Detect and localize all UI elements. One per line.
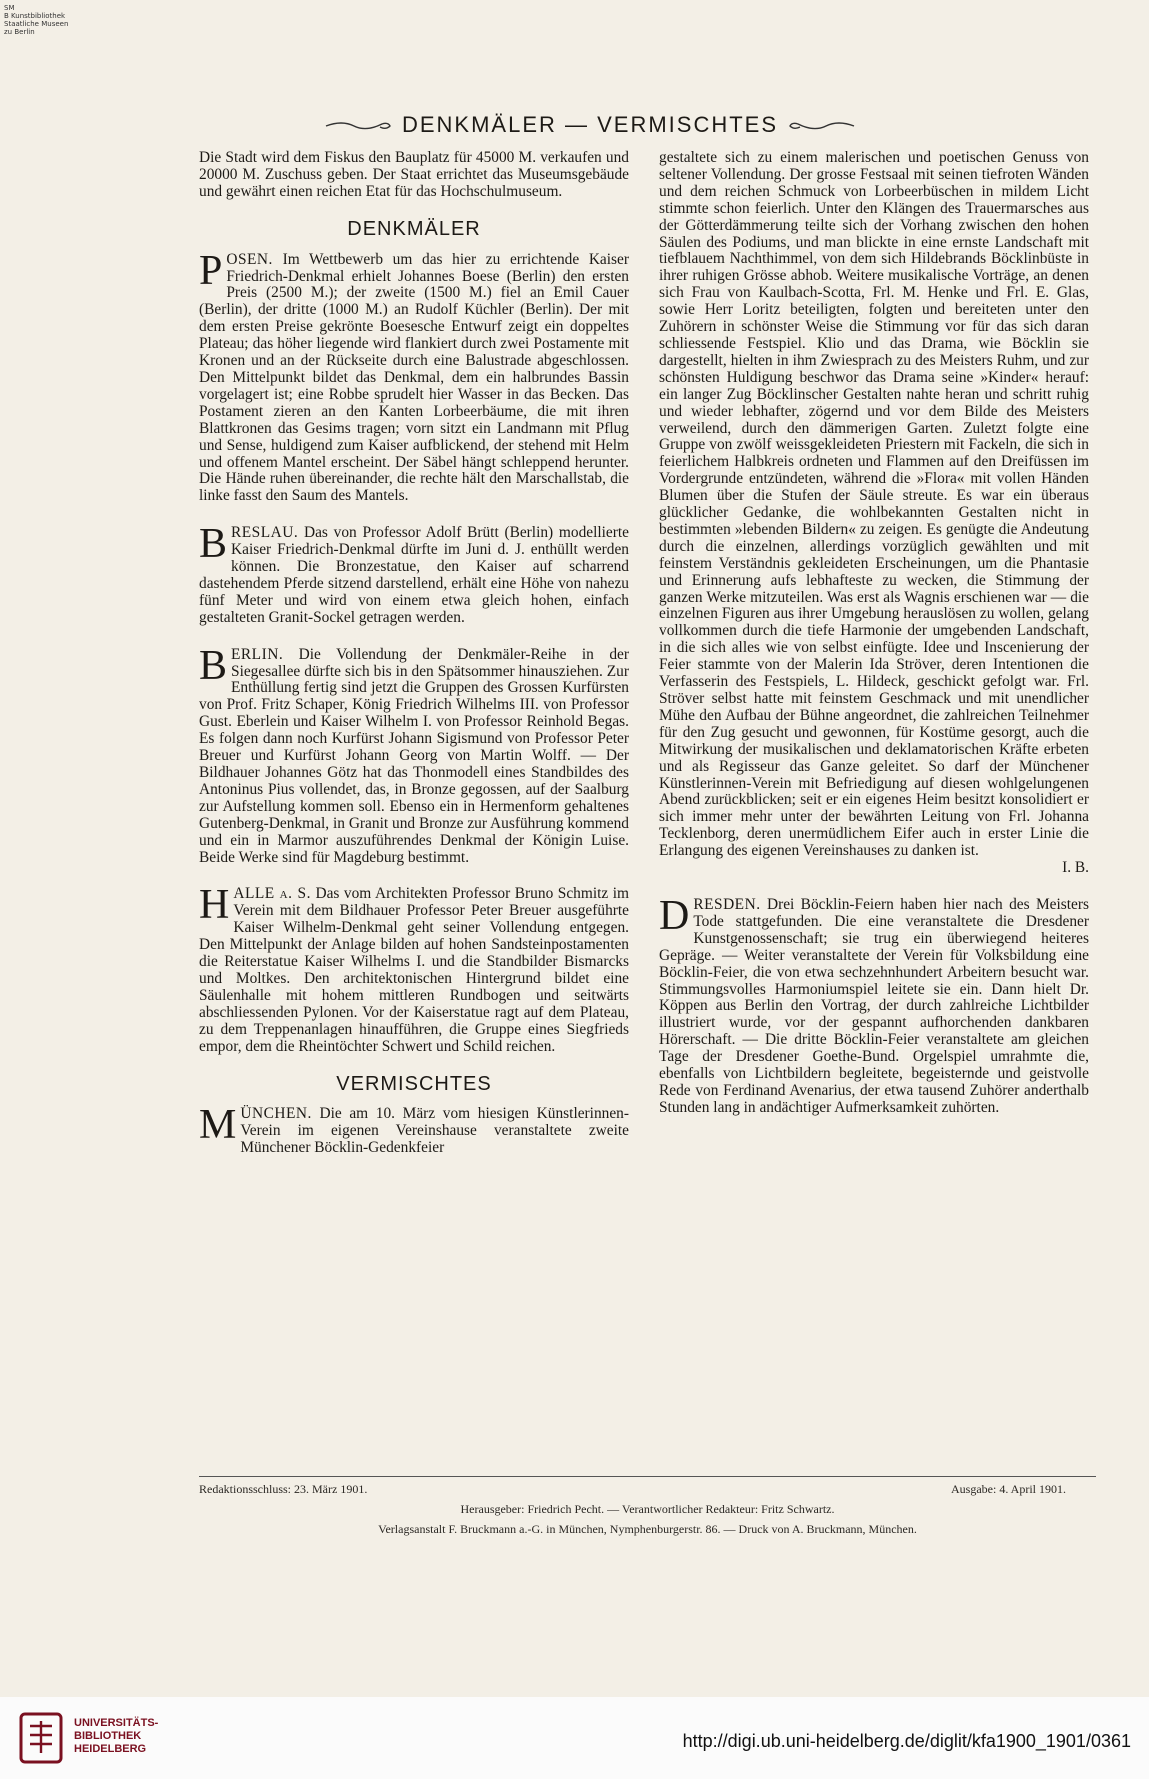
- muenchen-text: Die am 10. März vom hiesigen Künstlerinnen-Verein im eigenen Vereinshause veranstaltete zweite Münchener Böcklin-Gedenkfeier: [240, 1105, 629, 1157]
- section-title-vermischtes: VERMISCHTES: [336, 1072, 492, 1095]
- city-name: ERLIN.: [231, 645, 284, 663]
- right-ornament-icon: [786, 116, 856, 137]
- city-name: ÜNCHEN.: [240, 1105, 312, 1123]
- city-name: ALLE a. S.: [233, 885, 311, 903]
- dropcap: B: [199, 521, 228, 568]
- muenchen-continued-paragraph: gestaltete sich zu einem malerischen und poetischen Genuss von seltener Vollendung. Der grosse Festsaal mit seinen tiefroten Wänden und dem reichen Schmuck von Lorbeerbüschen in mildem Licht stimmte schon feierlich. Unter den Klängen des Trauermarsches aus der Götterdämmerung teilte sich der Vorhang zwischen den hohen Säulen des Podiums, und man blickte in eine ernste Landschaft mit tiefblauem Nachthimmel, von dem sich Hildebrands Böcklinbüste in ihrer ruhigen Grösse abhob. Weitere musikalische Vorträge, an denen sich Frau von Kaulbach-Scotta, Frl. M. Henke und Frl. E. Glas, sowie Herr Loritz beteiligten, folgten und bereiteten unter den Zuhörern in schönster Weise die Stimmung vor für das sich daran schliessende Festspiel. Klio und das Drama, wie Böcklin sie dargestellt, hielten in ihm Zwiesprach zu des Meisters Ruhm, und zur schönsten Huldigung beschwor das Drama seine »Kinder« herauf: ein langer Zug Böcklinscher Gestalten nahte heran und schritt ruhig und wieder lebhafter, zögernd und vor dem Bilde des Meisters verweilend, durch den dämmerigen Garten. Zuletzt folgte eine Gruppe von zwölf weissgekleideten Priestern mit Fackeln, die sich in feierlichem Halbkreis ordneten und Flammen auf den Dreifüssen im Vordergrunde entzündeten, während die »Flora« mit vollen Händen Blumen über die Stufen der Säule streute. Es war ein überaus glücklicher Gedanke, die wohlbekannten Gestalten nicht in bestimmten »lebenden Bildern« zu zeigen. Es genügte die Andeutung durch die einzelnen, allerdings vorzüglich gewählten und mit feinstem Verständnis gekleideten Erscheinungen, um die Phantasie und Erinnerung aufs lebhafteste zu wecken, die Stimmung der ganzen Werke mitzuteilen. Was erst als Wagnis erschienen war — die einzelnen Figuren aus ihrer Umgebung herauslösen zu wollen, gelang vollkommen durch die tiefe Harmonie der umgebenden Landschaft, in die sich alles wie von selbst einfügte. Idee und Inscenierung der Feier stammte von der Malerin Ida Ströver, deren Intentionen die Verfasserin des Festspiels, L. Hildeck, geschickt gefolgt war. Frl. Ströver selbst hatte mit feinstem Geschmack und mit unendlicher Mühe den Aufbau der Bühne angeordnet, die zahlreichen Teilnehmer für den Zug gesucht und gewonnen, für Kostüme gesorgt, auch die Mitwirkung der musikalischen und deklamatorischen Kräfte erbeten und als Regisseur das Ganze geleitet. So darf der Münchener Künstlerinnen-Verein mit Befriedigung auf diesen wohlgelungenen Abend zurückblicken; seit er ein eigenes Heim besitzt konsolidiert er sich immer mehr unter der bewährten Leitung von Frl. Johanna Tecklenborg, deren unermüdlichem Eifer auch in erster Linie die Erlangung des eigenen Vereinshauses zu danken ist.: [659, 149, 1089, 860]
- library-logo-text: [74, 1717, 158, 1756]
- dresden-paragraph: [659, 892, 1089, 1117]
- posen-text: Im Wettbewerb um das hier zu errichtende Kaiser Friedrich-Denkmal erhielt Johannes Boese (Berlin) den ersten Preis (2500 M.); der zweite (1500 M.) fiel an Emil Cauer (Berlin), der dritte (1000 M.) an Rudolf Küchler (Berlin). Der mit dem ersten Preise gekrönte Boesesche Entwurf zeigt ein doppeltes Plateau; das höher liegende wird flankiert durch zwei Postamente mit Kronen und an der Rückseite durch eine Balustrade abgeschlossen. Den Mittelpunkt bildet das Denkmal, dem ein halbrundes Bassin vorgelagert ist; eine Robbe sprudelt hier Wasser in das Becken. Das Postament zieren an den Kanten Lorbeerbäume, die mit ihren Blattkronen das Gesims tragen; vorn sitzt ein Landmann mit Pflug und Sense, huldigend zum Kaiser aufblickend, der stehend mit Helm und offenem Mantel erscheint. Der Säbel hängt schleppend herunter. Die Hände ruhen übereinander, die rechte hält den Marschallstab, die linke fasst den Saum des Mantels.: [199, 250, 629, 505]
- halle-paragraph: [199, 882, 629, 1055]
- dresden-text: Drei Böcklin-Feiern haben hier nach des Meisters Tode stattgefunden. Die eine veranstaltete die Dresdener Kunstgenossenschaft; sie trug ein überwiegend heiteres Gepräge. — Weiter veranstaltete der Verein für Volksbildung eine Böcklin-Feier, die von etwa sechzehnhundert Arbeitern besucht war. Stimmungsvolles Harmoniumspiel leitete sie ein. Dann hielt Dr. Köppen aus Berlin den Vortrag, der durch zahlreiche Lichtbilder illustriert wurde, vor der gespannt aufhorchenden dankbaren Hörerschaft. — Die dritte Böcklin-Feier veranstaltete am gleichen Tage der Dresdener Goethe-Bund. Orgelspiel umrahmte die, ebenfalls von Lichtbildern begleitete, begeisternde und geistvolle Rede von Ferdinand Avenarius, der etwa tausend Zuhörer anderthalb Stunden lang in andächtiger Aufmerksamkeit zuhörten.: [659, 895, 1089, 1116]
- breslau-paragraph: [199, 521, 629, 626]
- stamp-line: B Kunstbibliothek: [4, 12, 66, 20]
- left-ornament-icon: [324, 116, 394, 137]
- logo-line: BIBLIOTHEK: [74, 1730, 142, 1742]
- left-column: [199, 150, 629, 1157]
- footer-verlag: Verlagsanstalt F. Bruckmann a.-G. in München, Nymphenburgerstr. 86. — Druck von A. Bruckmann, München.: [378, 1522, 917, 1536]
- berlin-paragraph: [199, 642, 629, 867]
- page-title: DENKMÄLER — VERMISCHTES: [401, 112, 779, 137]
- digitization-bar: [0, 1697, 1149, 1779]
- logo-line: UNIVERSITÄTS-: [74, 1717, 159, 1729]
- redaktionsschluss: Redaktionsschluss: 23. März 1901.: [199, 1482, 368, 1496]
- city-name: RESLAU.: [231, 524, 299, 542]
- city-name: RESDEN.: [693, 895, 761, 913]
- university-seal-icon: [18, 1711, 64, 1765]
- dropcap: M: [199, 1102, 237, 1149]
- dropcap: H: [199, 882, 230, 929]
- stamp-line: Staatliche Museen: [4, 20, 69, 28]
- footer-dates: [199, 1482, 1096, 1497]
- dropcap: B: [199, 642, 228, 689]
- footer-publisher: Herausgeber: Friedrich Pecht. — Verantwortlicher Redakteur: Fritz Schwartz.: [460, 1502, 835, 1516]
- footer-rule: [199, 1476, 1096, 1477]
- page-header: [200, 112, 980, 138]
- city-name: OSEN.: [226, 250, 273, 268]
- dropcap: D: [659, 892, 690, 939]
- muenchen-paragraph: [199, 1102, 629, 1157]
- logo-line: HEIDELBERG: [74, 1743, 147, 1755]
- author-signature: I. B.: [1062, 859, 1089, 877]
- stamp-line: zu Berlin: [4, 28, 35, 36]
- library-stamp: [4, 4, 68, 36]
- stamp-line: SM: [4, 4, 15, 12]
- breslau-text: Das von Professor Adolf Brütt (Berlin) modellierte Kaiser Friedrich-Denkmal dürfte im Juni d. J. enthüllt werden können. Die Bronzestatue, den Kaiser auf scharrend dastehendem Pferde sitzend darstellend, erhält eine Höhe von nahezu fünf Meter und wird von einem etwa gleich hohen, einfach gestalteten Granit-Sockel getragen werden.: [199, 524, 629, 626]
- halle-text: Das vom Architekten Professor Bruno Schmitz im Verein mit dem Bildhauer Professor Peter Breuer ausgeführte Kaiser Wilhelm-Denkmal geht seiner Vollendung entgegen. Den Mittelpunkt der Anlage bilden auf hohen Sandsteinpostamenten die Reiterstatue Kaiser Wilhelms I. und die Standbilder Bismarcks und Moltkes. Den architektonischen Hintergrund bildet eine Säulenhalle mit hohem mittleren Rundbogen und seitwärts abschliessenden Pylonen. Vor der Kaiserstatue ragt auf dem Plateau, zu dem Treppenanlagen hinaufführen, die Gruppe eines Siegfrieds empor, dem die Rheintöchter Schwert und Schild reichen.: [199, 885, 629, 1055]
- berlin-text: Die Vollendung der Denkmäler-Reihe in der Siegesallee dürfte sich bis in den Spätsommer hinausziehen. Zur Enthüllung fertig sind jetzt die Gruppen des Grossen Kurfürsten von Prof. Fritz Schaper, König Friedrich Wilhelms III. von Professor Gust. Eberlein und Kaiser Wilhelm I. von Professor Reinhold Begas. Es folgen dann noch Kurfürst Johann Sigismund von Professor Peter Breuer und Kurfürst Johann Georg von Martin Wolff. — Der Bildhauer Johannes Götz hat das Thonmodell eines Standbildes des Antoninus Pius vollendet, das, in Bronze gegossen, auf der Saalburg zur Aufstellung kommen soll. Ebenso ein in Hermenform gehaltenes Gutenberg-Denkmal, in Granit und Bronze zur Ausführung kommend und ein in Marmor auszuführendes Denkmal der Königin Luise. Beide Werke sind für Magdeburg bestimmt.: [199, 645, 629, 866]
- right-column: [659, 150, 1089, 1117]
- dropcap: P: [199, 247, 223, 294]
- ausgabe-date: Ausgabe: 4. April 1901.: [951, 1482, 1066, 1496]
- intro-paragraph: Die Stadt wird dem Fiskus den Bauplatz für 45000 M. verkaufen und 20000 M. Zuschuss geben. Der Staat errichtet das Museumsgebäude und gewährt einen reichen Etat für das Hochschulmuseum.: [199, 149, 629, 200]
- posen-paragraph: [199, 247, 629, 506]
- section-title-denkmaeler: DENKMÄLER: [347, 217, 481, 240]
- source-url-link[interactable]: http://digi.ub.uni-heidelberg.de/diglit/kfa1900_1901/0361: [682, 1731, 1131, 1751]
